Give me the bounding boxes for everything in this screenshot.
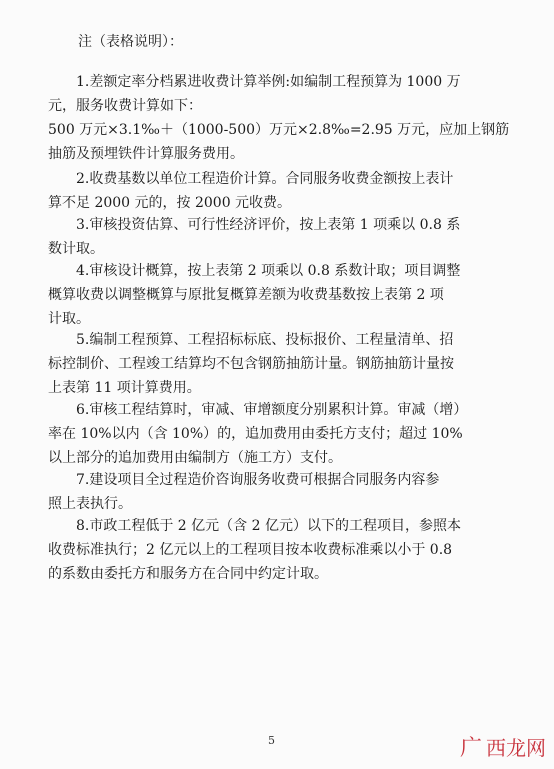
note-1-line-4: 抽筋及预埋铁件计算服务费用。 xyxy=(48,146,244,162)
watermark-logo-icon: 广 xyxy=(459,736,482,761)
note-1 xyxy=(48,70,508,166)
note-5 xyxy=(48,328,508,400)
note-3 xyxy=(48,213,508,261)
note-5-line-2: 标控制价、工程竣工结算均不包含钢筋抽筋计量。钢筋抽筋计量按 xyxy=(48,356,454,372)
note-2-line-1: 2.收费基数以单位工程造价计算。合同服务收费金额按上表计 xyxy=(76,171,454,187)
site-watermark xyxy=(460,731,546,762)
page-number: 5 xyxy=(268,734,275,747)
notes-heading: 注（表格说明）： xyxy=(78,34,183,50)
note-4-line-2: 概算收费以调整概算与原批复概算差额为收费基数按上表第 2 项 xyxy=(48,287,444,303)
note-4-line-1: 4.审核设计概算，按上表第 2 项乘以 0.8 系数计取；项目调整 xyxy=(76,263,461,279)
note-1-line-2: 元，服务收费计算如下： xyxy=(48,98,202,114)
note-4-line-3: 计取。 xyxy=(48,311,90,327)
note-6-line-2: 率在 10%以内（含 10%）的，追加费用由委托方支付；超过 10% xyxy=(48,426,463,442)
note-3-line-2: 数计取。 xyxy=(48,241,104,257)
note-6 xyxy=(48,398,508,470)
note-2 xyxy=(48,167,508,215)
note-8-line-2: 收费标准执行；2 亿元以上的工程项目按本收费标准乘以小于 0.8 xyxy=(48,542,453,558)
watermark-text: 西龙网 xyxy=(486,736,546,760)
note-5-line-3: 上表第 11 项计算费用。 xyxy=(48,380,201,396)
note-8 xyxy=(48,514,508,586)
note-7 xyxy=(48,468,508,516)
note-4 xyxy=(48,259,508,331)
note-3-line-1: 3.审核投资估算、可行性经济评价，按上表第 1 项乘以 0.8 系 xyxy=(76,217,461,233)
note-7-line-2: 照上表执行。 xyxy=(48,496,132,512)
note-1-line-1: 1.差额定率分档累进收费计算举例:如编制工程预算为 1000 万 xyxy=(76,74,461,90)
note-5-line-1: 5.编制工程预算、工程招标标底、投标报价、工程量清单、招 xyxy=(76,332,454,348)
note-6-line-3: 以上部分的追加费用由编制方（施工方）支付。 xyxy=(48,450,342,466)
note-8-line-1: 8.市政工程低于 2 亿元（含 2 亿元）以下的工程项目，参照本 xyxy=(76,518,461,534)
note-1-line-3: 500 万元×3.1‰＋（1000-500）万元×2.8‰=2.95 万元，应加上钢筋 xyxy=(48,122,510,138)
note-6-line-1: 6.审核工程结算时，审减、审增额度分别累积计算。审减（增） xyxy=(76,402,468,418)
note-7-line-1: 7.建设项目全过程造价咨询服务收费可根据合同服务内容参 xyxy=(76,472,440,488)
note-2-line-2: 算不足 2000 元的，按 2000 元收费。 xyxy=(48,195,292,211)
note-8-line-3: 的系数由委托方和服务方在合同中约定计取。 xyxy=(48,566,328,582)
